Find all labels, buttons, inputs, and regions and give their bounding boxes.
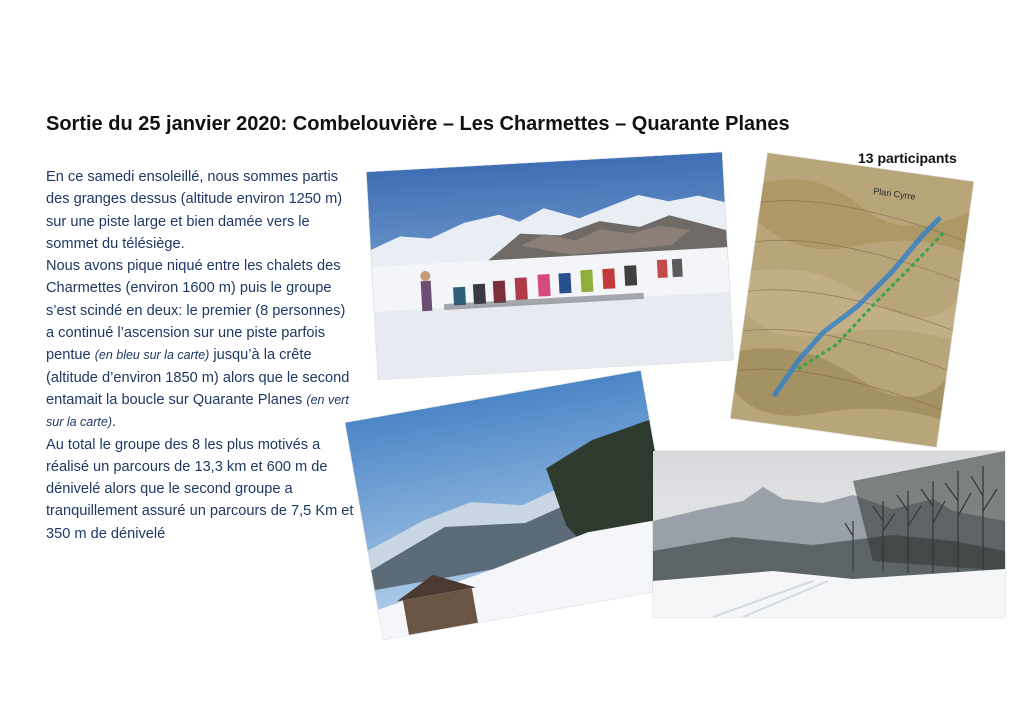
group-picnic-image (366, 152, 733, 380)
paragraph-total: Au total le groupe des 8 les plus motivés a réalisé un parcours de 13,3 km et 600 m de dénivelé alors que le second groupe a tranquillement assuré un parcours de 7,5 Km et 350 m de dénivelé (46, 436, 354, 542)
picnic-text-b: jusqu’à la crête (altitude d’environ 1850 m) alors que le second entamait la boucle sur Quarante Planes (46, 347, 350, 408)
picnic-text-c: . (112, 414, 117, 431)
participants-count: 13 participants (858, 150, 957, 166)
note-green-route: (en vert sur la carte) (46, 392, 349, 430)
note-blue-route: (en bleu sur la carte) (94, 348, 210, 363)
trail-map-photo (730, 153, 973, 447)
valley-chalet-photo (345, 371, 679, 640)
body-text (46, 166, 356, 545)
group-picnic-photo (366, 152, 733, 380)
paragraph-start: En ce samedi ensoleillé, nous sommes partis des granges dessus (altitude environ 1250 m) sur une piste large et bien damée vers le sommet du télésiège. (46, 169, 343, 252)
trail-map-image (730, 153, 973, 447)
picnic-text-a: Nous avons pique niqué entre les chalets des Charmettes (environ 1600 m) puis le groupe s’est scindé en deux: le premier (8 personnes) a continué l’ascension sur une piste parfois pentue (46, 258, 346, 364)
map-place-label: Plan Cyrre (872, 185, 917, 202)
paragraph-picnic (46, 255, 356, 433)
snowy-forest-image (653, 451, 1005, 617)
snowy-forest-photo (653, 451, 1005, 617)
page-title: Sortie du 25 janvier 2020: Combelouvière – Les Charmettes – Quarante Planes (46, 113, 790, 135)
valley-chalet-image (345, 371, 679, 640)
